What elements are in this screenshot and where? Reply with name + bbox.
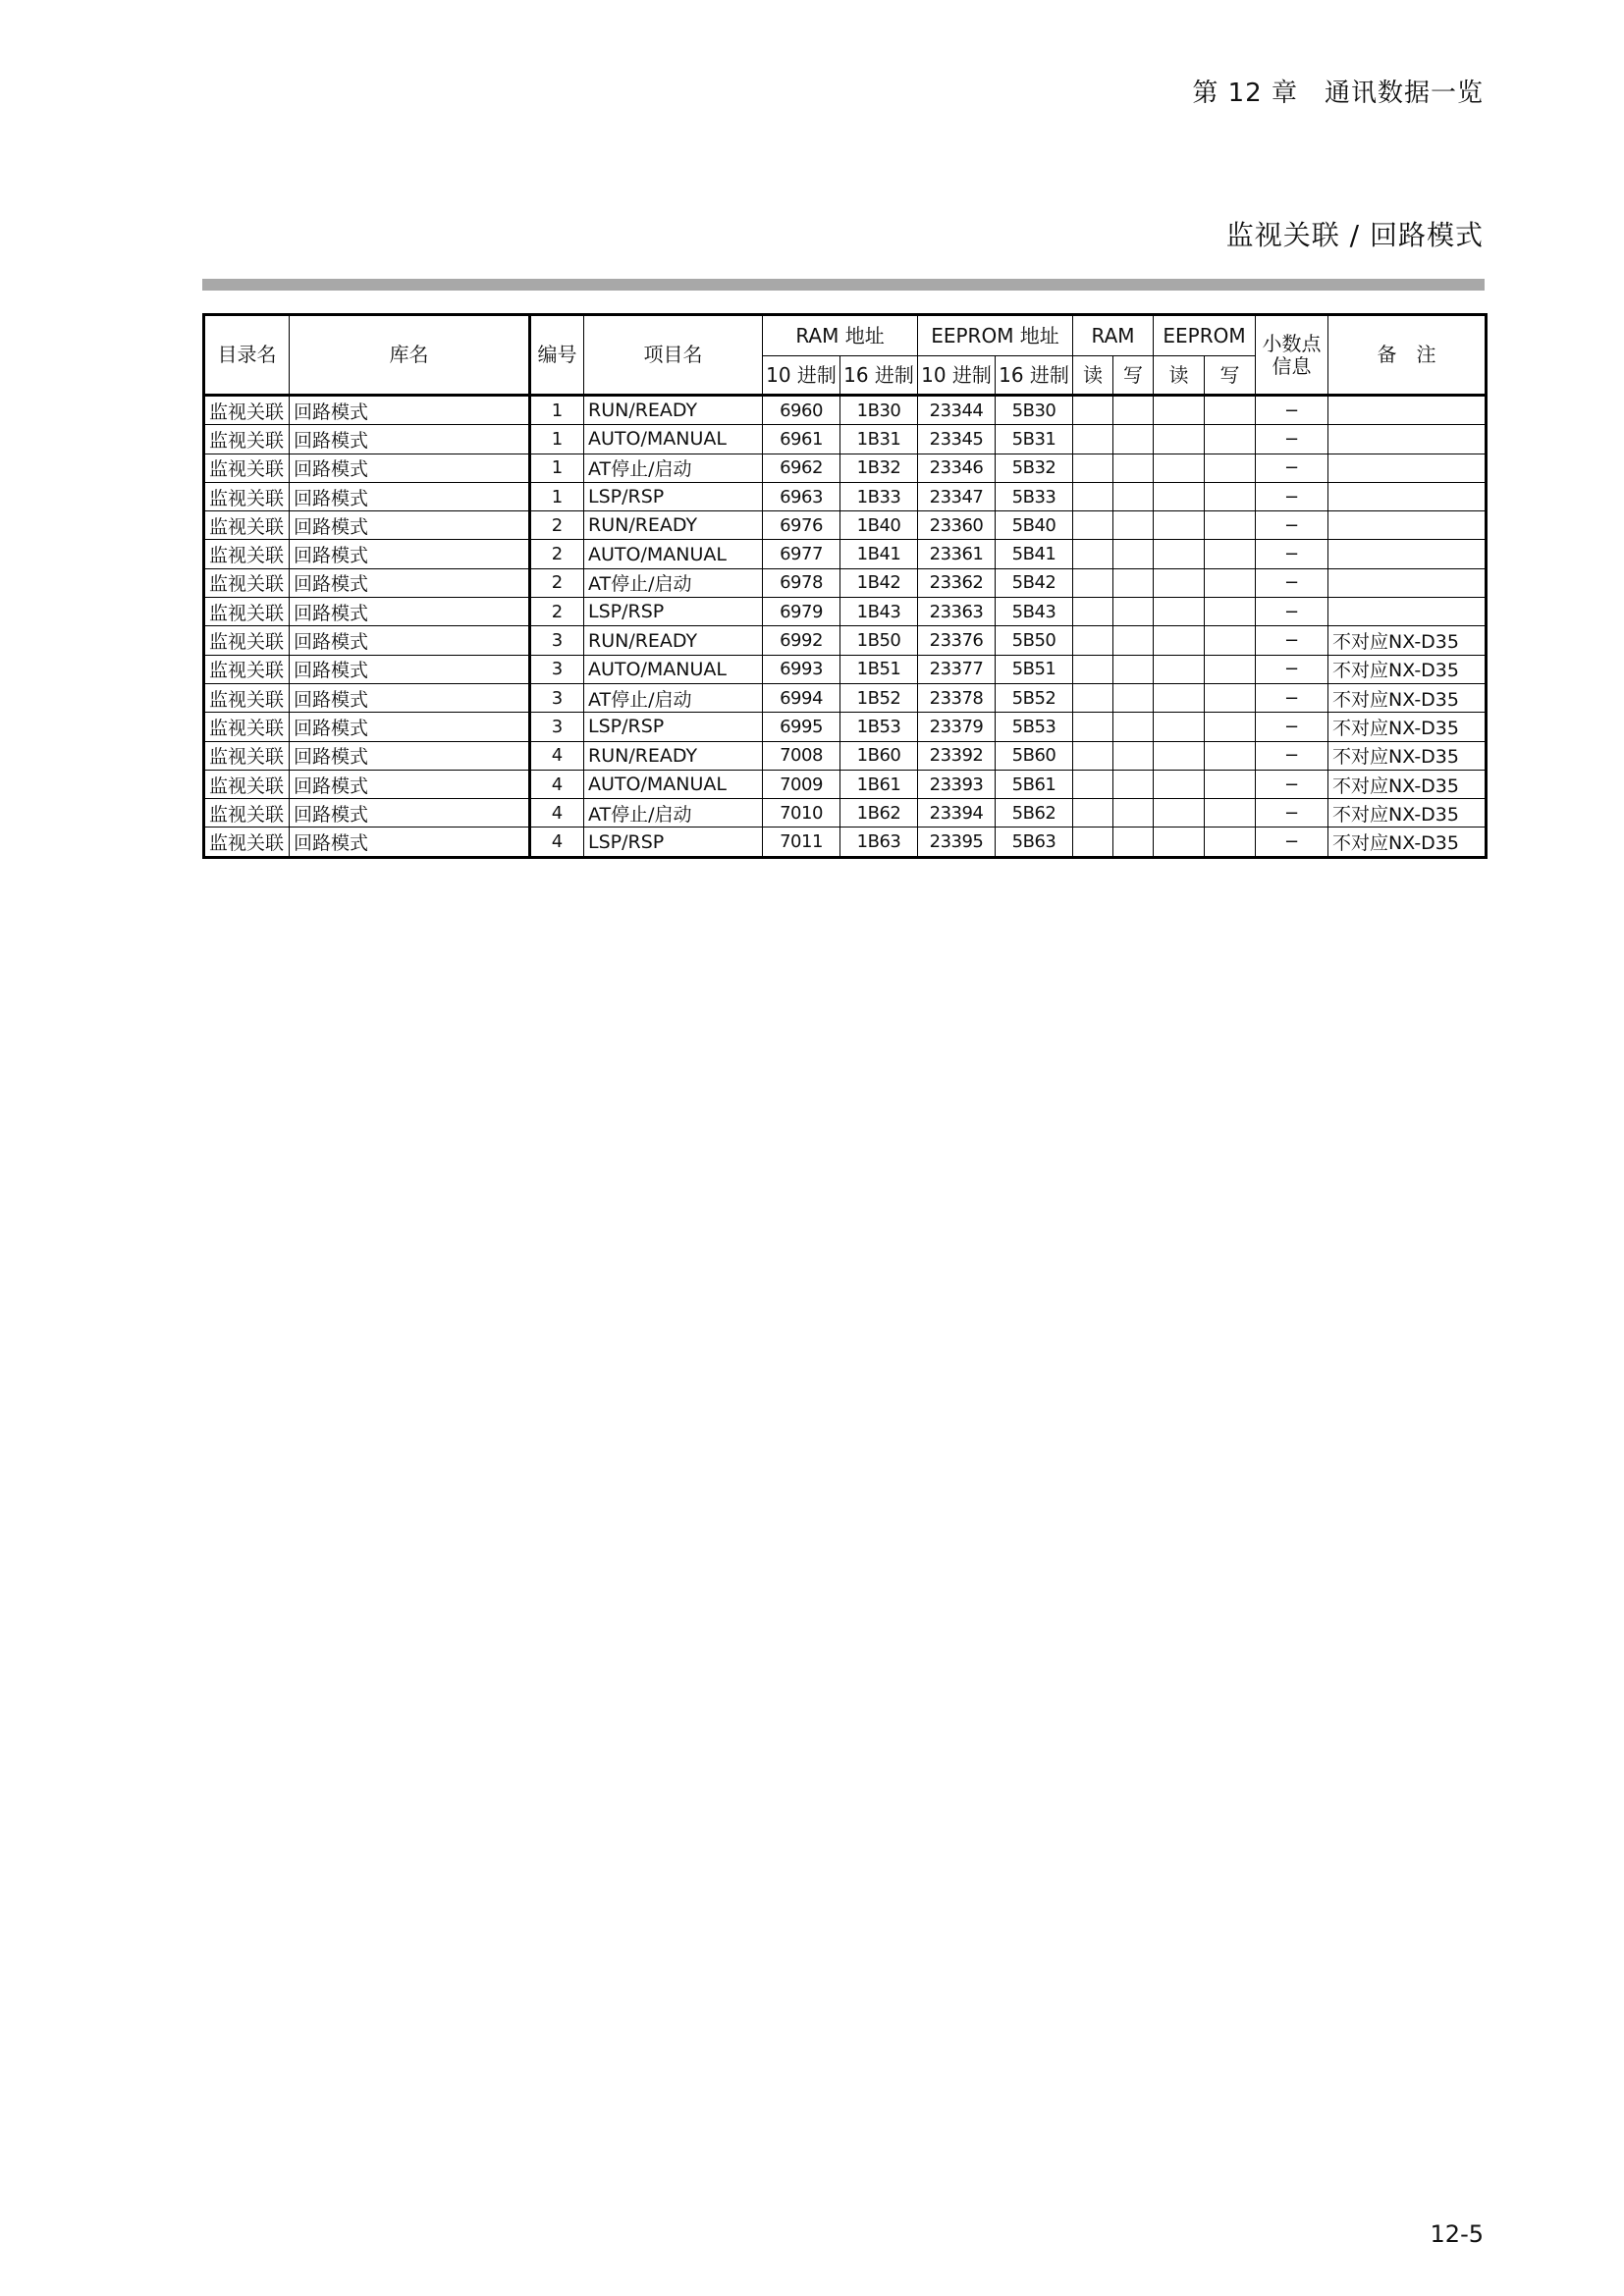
cell-ram-dec10: 7010 xyxy=(763,799,840,828)
cell-note: 不对应NX-D35 xyxy=(1328,683,1487,712)
cell-eeprom-dec10: 23392 xyxy=(918,741,996,770)
cell-ram-hex16: 1B53 xyxy=(840,713,918,741)
cell-ram-dec10: 6979 xyxy=(763,598,840,626)
cell-ram-hex16: 1B43 xyxy=(840,598,918,626)
cell-ram-write xyxy=(1113,683,1154,712)
cell-note xyxy=(1328,425,1487,454)
cell-eeprom-write xyxy=(1205,828,1256,857)
cell-ram-read xyxy=(1073,626,1113,655)
cell-decimal-info: − xyxy=(1256,598,1328,626)
cell-note xyxy=(1328,482,1487,510)
cell-num: 4 xyxy=(530,741,584,770)
chapter-heading: 第 12 章 通讯数据一览 xyxy=(1192,79,1484,108)
cell-ram-write xyxy=(1113,799,1154,828)
cell-num: 1 xyxy=(530,454,584,482)
cell-num: 3 xyxy=(530,626,584,655)
cell-dir: 监视关联 xyxy=(204,396,290,425)
cell-lib: 回路模式 xyxy=(290,828,530,857)
section-title: 监视关联 / 回路模式 xyxy=(1225,219,1484,251)
cell-ram-read xyxy=(1073,511,1113,540)
cell-eeprom-dec10: 23393 xyxy=(918,770,996,798)
cell-num: 1 xyxy=(530,425,584,454)
cell-eeprom-read xyxy=(1154,396,1205,425)
cell-ram-read xyxy=(1073,598,1113,626)
table-row xyxy=(204,454,1487,482)
cell-decimal-info: − xyxy=(1256,741,1328,770)
header-lib: 库名 xyxy=(290,315,530,396)
table-row xyxy=(204,568,1487,597)
cell-item: AT停止/启动 xyxy=(584,568,763,597)
cell-dir: 监视关联 xyxy=(204,741,290,770)
table-row xyxy=(204,482,1487,510)
cell-ram-read xyxy=(1073,799,1113,828)
cell-note xyxy=(1328,396,1487,425)
header-decimal-info xyxy=(1256,315,1328,396)
cell-eeprom-write xyxy=(1205,626,1256,655)
cell-eeprom-hex16: 5B33 xyxy=(996,482,1073,510)
header-eeprom-hex16: 16 进制 xyxy=(996,356,1073,396)
cell-ram-read xyxy=(1073,770,1113,798)
cell-eeprom-read xyxy=(1154,770,1205,798)
cell-ram-write xyxy=(1113,713,1154,741)
cell-ram-dec10: 6977 xyxy=(763,540,840,568)
cell-ram-write xyxy=(1113,770,1154,798)
cell-num: 2 xyxy=(530,540,584,568)
cell-eeprom-read xyxy=(1154,568,1205,597)
cell-note: 不对应NX-D35 xyxy=(1328,713,1487,741)
cell-lib: 回路模式 xyxy=(290,396,530,425)
cell-dir: 监视关联 xyxy=(204,425,290,454)
cell-eeprom-read xyxy=(1154,741,1205,770)
cell-decimal-info: − xyxy=(1256,454,1328,482)
cell-ram-read xyxy=(1073,655,1113,683)
cell-ram-dec10: 7008 xyxy=(763,741,840,770)
cell-ram-hex16: 1B33 xyxy=(840,482,918,510)
cell-ram-hex16: 1B51 xyxy=(840,655,918,683)
cell-eeprom-hex16: 5B40 xyxy=(996,511,1073,540)
cell-dir: 监视关联 xyxy=(204,482,290,510)
cell-ram-read xyxy=(1073,396,1113,425)
cell-eeprom-read xyxy=(1154,540,1205,568)
cell-eeprom-hex16: 5B30 xyxy=(996,396,1073,425)
cell-ram-hex16: 1B52 xyxy=(840,683,918,712)
cell-lib: 回路模式 xyxy=(290,683,530,712)
header-ram-hex16: 16 进制 xyxy=(840,356,918,396)
cell-eeprom-hex16: 5B42 xyxy=(996,568,1073,597)
table-header xyxy=(204,315,1487,396)
cell-ram-write xyxy=(1113,396,1154,425)
table-row xyxy=(204,770,1487,798)
cell-ram-dec10: 6963 xyxy=(763,482,840,510)
title-divider xyxy=(202,279,1485,291)
cell-eeprom-write xyxy=(1205,425,1256,454)
header-eeprom: EEPROM xyxy=(1154,315,1256,356)
cell-dir: 监视关联 xyxy=(204,626,290,655)
cell-eeprom-write xyxy=(1205,511,1256,540)
cell-ram-write xyxy=(1113,540,1154,568)
header-ram-address: RAM 地址 xyxy=(763,315,918,356)
table-body xyxy=(204,396,1487,858)
header-ram: RAM xyxy=(1073,315,1154,356)
cell-ram-hex16: 1B50 xyxy=(840,626,918,655)
cell-ram-hex16: 1B40 xyxy=(840,511,918,540)
cell-lib: 回路模式 xyxy=(290,511,530,540)
cell-item: RUN/READY xyxy=(584,511,763,540)
cell-eeprom-read xyxy=(1154,799,1205,828)
cell-eeprom-write xyxy=(1205,540,1256,568)
cell-note: 不对应NX-D35 xyxy=(1328,828,1487,857)
cell-ram-read xyxy=(1073,482,1113,510)
cell-ram-dec10: 6993 xyxy=(763,655,840,683)
cell-dir: 监视关联 xyxy=(204,713,290,741)
cell-ram-dec10: 6992 xyxy=(763,626,840,655)
cell-eeprom-write xyxy=(1205,713,1256,741)
cell-eeprom-read xyxy=(1154,683,1205,712)
cell-lib: 回路模式 xyxy=(290,482,530,510)
cell-note: 不对应NX-D35 xyxy=(1328,770,1487,798)
header-ram-read: 读 xyxy=(1073,356,1113,396)
cell-item: AUTO/MANUAL xyxy=(584,770,763,798)
cell-item: RUN/READY xyxy=(584,741,763,770)
cell-ram-read xyxy=(1073,568,1113,597)
cell-ram-write xyxy=(1113,454,1154,482)
cell-note xyxy=(1328,568,1487,597)
cell-item: AUTO/MANUAL xyxy=(584,425,763,454)
cell-eeprom-dec10: 23361 xyxy=(918,540,996,568)
cell-dir: 监视关联 xyxy=(204,454,290,482)
cell-lib: 回路模式 xyxy=(290,655,530,683)
cell-decimal-info: − xyxy=(1256,799,1328,828)
cell-ram-dec10: 6961 xyxy=(763,425,840,454)
table-row xyxy=(204,713,1487,741)
cell-eeprom-dec10: 23362 xyxy=(918,568,996,597)
cell-num: 3 xyxy=(530,683,584,712)
cell-item: AT停止/启动 xyxy=(584,683,763,712)
cell-ram-hex16: 1B32 xyxy=(840,454,918,482)
cell-dir: 监视关联 xyxy=(204,540,290,568)
cell-eeprom-read xyxy=(1154,425,1205,454)
header-eeprom-write: 写 xyxy=(1205,356,1256,396)
cell-lib: 回路模式 xyxy=(290,598,530,626)
cell-eeprom-hex16: 5B41 xyxy=(996,540,1073,568)
cell-eeprom-hex16: 5B50 xyxy=(996,626,1073,655)
cell-ram-dec10: 7011 xyxy=(763,828,840,857)
header-eeprom-dec10: 10 进制 xyxy=(918,356,996,396)
cell-ram-hex16: 1B62 xyxy=(840,799,918,828)
cell-ram-hex16: 1B63 xyxy=(840,828,918,857)
cell-decimal-info: − xyxy=(1256,540,1328,568)
cell-ram-write xyxy=(1113,626,1154,655)
cell-ram-hex16: 1B31 xyxy=(840,425,918,454)
cell-lib: 回路模式 xyxy=(290,454,530,482)
cell-eeprom-dec10: 23394 xyxy=(918,799,996,828)
cell-lib: 回路模式 xyxy=(290,799,530,828)
cell-num: 2 xyxy=(530,598,584,626)
cell-num: 2 xyxy=(530,511,584,540)
cell-num: 4 xyxy=(530,828,584,857)
header-eeprom-address: EEPROM 地址 xyxy=(918,315,1073,356)
cell-note: 不对应NX-D35 xyxy=(1328,626,1487,655)
cell-ram-hex16: 1B60 xyxy=(840,741,918,770)
cell-eeprom-dec10: 23344 xyxy=(918,396,996,425)
cell-num: 2 xyxy=(530,568,584,597)
header-ram-write: 写 xyxy=(1113,356,1154,396)
cell-num: 4 xyxy=(530,799,584,828)
cell-num: 4 xyxy=(530,770,584,798)
header-decimal-line1: 小数点 xyxy=(1262,331,1322,355)
cell-ram-read xyxy=(1073,713,1113,741)
cell-eeprom-hex16: 5B32 xyxy=(996,454,1073,482)
cell-eeprom-read xyxy=(1154,454,1205,482)
cell-eeprom-write xyxy=(1205,598,1256,626)
cell-eeprom-read xyxy=(1154,626,1205,655)
cell-ram-dec10: 6960 xyxy=(763,396,840,425)
cell-item: AUTO/MANUAL xyxy=(584,655,763,683)
cell-lib: 回路模式 xyxy=(290,540,530,568)
cell-eeprom-dec10: 23347 xyxy=(918,482,996,510)
header-eeprom-read: 读 xyxy=(1154,356,1205,396)
cell-ram-write xyxy=(1113,511,1154,540)
cell-ram-dec10: 6978 xyxy=(763,568,840,597)
cell-ram-dec10: 6994 xyxy=(763,683,840,712)
cell-ram-hex16: 1B41 xyxy=(840,540,918,568)
table-row xyxy=(204,741,1487,770)
cell-eeprom-dec10: 23379 xyxy=(918,713,996,741)
table-row xyxy=(204,511,1487,540)
cell-note xyxy=(1328,454,1487,482)
cell-ram-hex16: 1B42 xyxy=(840,568,918,597)
cell-ram-hex16: 1B61 xyxy=(840,770,918,798)
cell-item: LSP/RSP xyxy=(584,828,763,857)
cell-decimal-info: − xyxy=(1256,713,1328,741)
cell-eeprom-write xyxy=(1205,396,1256,425)
cell-ram-hex16: 1B30 xyxy=(840,396,918,425)
cell-decimal-info: − xyxy=(1256,568,1328,597)
cell-num: 3 xyxy=(530,713,584,741)
cell-ram-read xyxy=(1073,828,1113,857)
cell-item: AT停止/启动 xyxy=(584,454,763,482)
cell-ram-dec10: 7009 xyxy=(763,770,840,798)
cell-eeprom-dec10: 23360 xyxy=(918,511,996,540)
header-dir: 目录名 xyxy=(204,315,290,396)
cell-note xyxy=(1328,511,1487,540)
header-num: 编号 xyxy=(530,315,584,396)
cell-eeprom-read xyxy=(1154,482,1205,510)
cell-dir: 监视关联 xyxy=(204,770,290,798)
table-row xyxy=(204,828,1487,857)
cell-eeprom-hex16: 5B63 xyxy=(996,828,1073,857)
cell-item: LSP/RSP xyxy=(584,598,763,626)
cell-decimal-info: − xyxy=(1256,396,1328,425)
cell-eeprom-read xyxy=(1154,511,1205,540)
cell-ram-write xyxy=(1113,655,1154,683)
cell-decimal-info: − xyxy=(1256,511,1328,540)
cell-eeprom-write xyxy=(1205,770,1256,798)
table-row xyxy=(204,799,1487,828)
cell-eeprom-dec10: 23378 xyxy=(918,683,996,712)
page-number: 12-5 xyxy=(1430,2220,1484,2248)
cell-eeprom-write xyxy=(1205,799,1256,828)
cell-decimal-info: − xyxy=(1256,626,1328,655)
header-note: 备 注 xyxy=(1328,315,1487,396)
cell-eeprom-dec10: 23345 xyxy=(918,425,996,454)
cell-eeprom-write xyxy=(1205,741,1256,770)
cell-decimal-info: − xyxy=(1256,655,1328,683)
table-row xyxy=(204,425,1487,454)
cell-item: LSP/RSP xyxy=(584,482,763,510)
cell-item: RUN/READY xyxy=(584,626,763,655)
cell-note: 不对应NX-D35 xyxy=(1328,799,1487,828)
cell-ram-write xyxy=(1113,828,1154,857)
cell-eeprom-write xyxy=(1205,568,1256,597)
cell-dir: 监视关联 xyxy=(204,568,290,597)
cell-item: RUN/READY xyxy=(584,396,763,425)
cell-eeprom-dec10: 23346 xyxy=(918,454,996,482)
cell-eeprom-hex16: 5B51 xyxy=(996,655,1073,683)
cell-eeprom-hex16: 5B53 xyxy=(996,713,1073,741)
table-row xyxy=(204,626,1487,655)
cell-eeprom-read xyxy=(1154,713,1205,741)
cell-eeprom-hex16: 5B60 xyxy=(996,741,1073,770)
cell-eeprom-hex16: 5B62 xyxy=(996,799,1073,828)
cell-decimal-info: − xyxy=(1256,425,1328,454)
cell-decimal-info: − xyxy=(1256,482,1328,510)
cell-ram-write xyxy=(1113,482,1154,510)
communication-data-table xyxy=(202,313,1488,859)
cell-eeprom-read xyxy=(1154,655,1205,683)
cell-ram-read xyxy=(1073,454,1113,482)
cell-dir: 监视关联 xyxy=(204,828,290,857)
cell-lib: 回路模式 xyxy=(290,770,530,798)
cell-eeprom-write xyxy=(1205,454,1256,482)
cell-dir: 监视关联 xyxy=(204,683,290,712)
cell-eeprom-hex16: 5B43 xyxy=(996,598,1073,626)
cell-ram-write xyxy=(1113,741,1154,770)
cell-ram-read xyxy=(1073,741,1113,770)
cell-eeprom-dec10: 23376 xyxy=(918,626,996,655)
cell-note: 不对应NX-D35 xyxy=(1328,655,1487,683)
header-ram-dec10: 10 进制 xyxy=(763,356,840,396)
cell-num: 1 xyxy=(530,396,584,425)
cell-ram-read xyxy=(1073,425,1113,454)
cell-dir: 监视关联 xyxy=(204,799,290,828)
cell-ram-read xyxy=(1073,683,1113,712)
cell-item: LSP/RSP xyxy=(584,713,763,741)
table-row xyxy=(204,396,1487,425)
header-item: 项目名 xyxy=(584,315,763,396)
cell-eeprom-write xyxy=(1205,655,1256,683)
cell-eeprom-hex16: 5B31 xyxy=(996,425,1073,454)
cell-num: 3 xyxy=(530,655,584,683)
table-row xyxy=(204,540,1487,568)
cell-eeprom-write xyxy=(1205,683,1256,712)
cell-lib: 回路模式 xyxy=(290,741,530,770)
cell-dir: 监视关联 xyxy=(204,655,290,683)
cell-item: AUTO/MANUAL xyxy=(584,540,763,568)
cell-eeprom-read xyxy=(1154,828,1205,857)
cell-lib: 回路模式 xyxy=(290,568,530,597)
cell-num: 1 xyxy=(530,482,584,510)
header-decimal-line2: 信息 xyxy=(1272,353,1312,378)
cell-note xyxy=(1328,540,1487,568)
cell-ram-read xyxy=(1073,540,1113,568)
cell-lib: 回路模式 xyxy=(290,425,530,454)
cell-dir: 监视关联 xyxy=(204,598,290,626)
table-row xyxy=(204,655,1487,683)
cell-eeprom-read xyxy=(1154,598,1205,626)
cell-lib: 回路模式 xyxy=(290,626,530,655)
cell-ram-write xyxy=(1113,598,1154,626)
cell-eeprom-dec10: 23395 xyxy=(918,828,996,857)
cell-ram-dec10: 6962 xyxy=(763,454,840,482)
cell-eeprom-hex16: 5B52 xyxy=(996,683,1073,712)
table-row xyxy=(204,683,1487,712)
cell-ram-dec10: 6976 xyxy=(763,511,840,540)
cell-ram-write xyxy=(1113,568,1154,597)
cell-decimal-info: − xyxy=(1256,683,1328,712)
cell-ram-write xyxy=(1113,425,1154,454)
cell-note: 不对应NX-D35 xyxy=(1328,741,1487,770)
cell-item: AT停止/启动 xyxy=(584,799,763,828)
cell-eeprom-dec10: 23377 xyxy=(918,655,996,683)
cell-eeprom-write xyxy=(1205,482,1256,510)
cell-dir: 监视关联 xyxy=(204,511,290,540)
cell-note xyxy=(1328,598,1487,626)
cell-lib: 回路模式 xyxy=(290,713,530,741)
cell-ram-dec10: 6995 xyxy=(763,713,840,741)
cell-decimal-info: − xyxy=(1256,828,1328,857)
table-row xyxy=(204,598,1487,626)
cell-eeprom-dec10: 23363 xyxy=(918,598,996,626)
cell-decimal-info: − xyxy=(1256,770,1328,798)
cell-eeprom-hex16: 5B61 xyxy=(996,770,1073,798)
